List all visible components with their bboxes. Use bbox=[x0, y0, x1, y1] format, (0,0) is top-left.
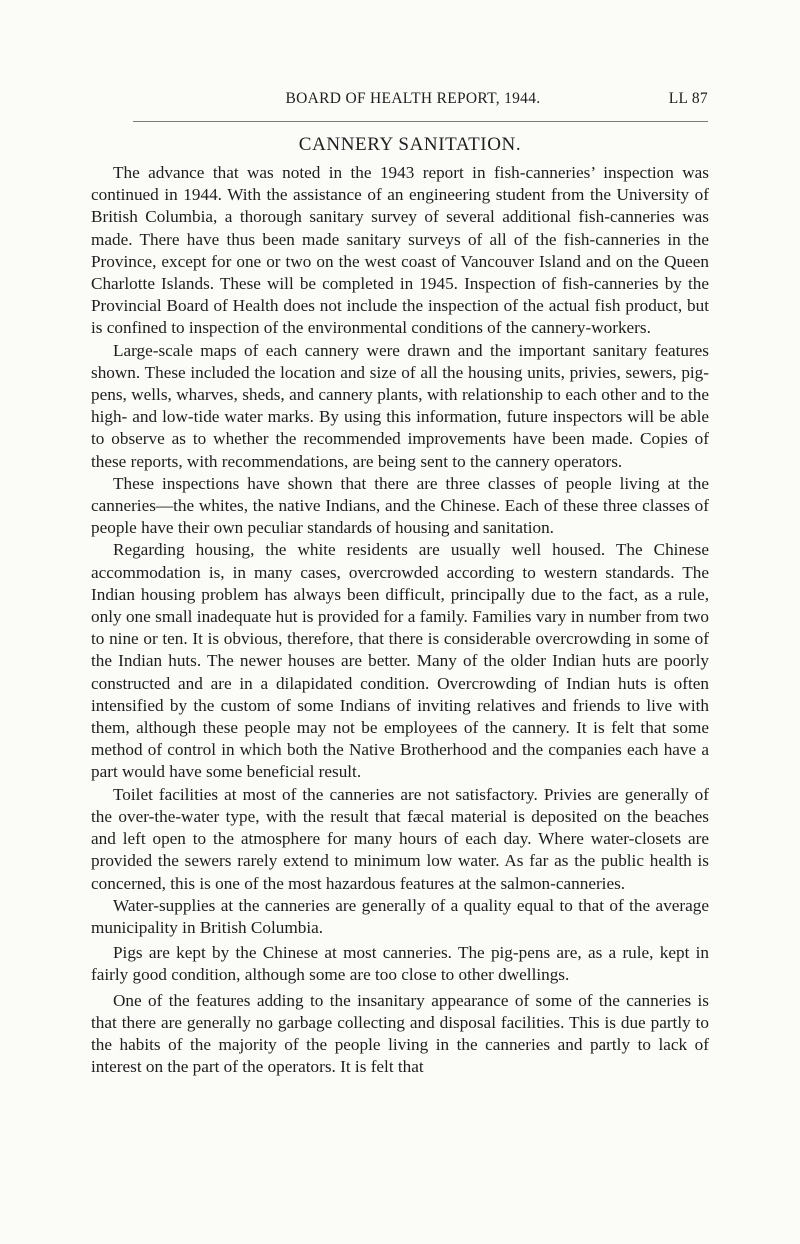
section-title: CANNERY SANITATION. bbox=[298, 134, 522, 155]
paragraph-cannery-maps: Large-scale maps of each cannery were drawn and the important sanitary features shown. These included the location and size of all the housing units, privies, sewers, pig-pens, wells, wharves, sheds, and cannery plants, with relationship to each other and to the high- and low-tide water marks. By using this information, future inspectors will be able to observe as to whether the recommended improvements have been made. Copies of these reports, with recommendations, are being sent to the cannery operators. bbox=[91, 340, 709, 471]
running-header bbox=[118, 90, 708, 112]
paragraph-water-supplies: Water-supplies at the canneries are generally of a quality equal to that of the average municipality in British Columbia. bbox=[91, 895, 709, 937]
running-title: BOARD OF HEALTH REPORT, 1944. bbox=[285, 90, 541, 107]
header-rule bbox=[133, 121, 708, 122]
paragraph-garbage: One of the features adding to the insanitary appearance of some of the canneries is that there are generally no garbage collecting and disposal facilities. This is due partly to the habits of the majority of the people living in the canneries and partly to lack of interest on the part of the operators. It is felt that bbox=[91, 990, 709, 1077]
paragraph-inspection-advance: The advance that was noted in the 1943 report in fish-canneries’ inspection was continued in 1944. With the assistance of an engineering student from the University of British Columbia, a thorough sanitary survey of several additional fish-canneries was made. There have thus been made sanitary surveys of all of the fish-canneries in the Province, except for one or two on the west coast of Vancouver Island and on the Queen Charlotte Islands. These will be completed in 1945. Inspection of fish-canneries by the Provincial Board of Health does not include the inspection of the actual fish product, but is confined to inspection of the environmental conditions of the cannery-workers. bbox=[91, 163, 709, 338]
paragraph-pigs: Pigs are kept by the Chinese at most canneries. The pig-pens are, as a rule, kept in fairly good condition, although some are too close to other dwellings. bbox=[91, 943, 709, 985]
page-number: LL 87 bbox=[668, 90, 708, 107]
body-text bbox=[91, 162, 709, 1078]
paragraph-housing: Regarding housing, the white residents are usually well housed. The Chinese accommodation is, in many cases, overcrowded according to western standards. The Indian housing problem has always been difficult, principally due to the fact, as a rule, only one small inadequate hut is provided for a family. Families vary in number from two to nine or ten. It is obvious, therefore, that there is considerable overcrowding in some of the Indian huts. The newer houses are better. Many of the older Indian huts are poorly constructed and are in a dilapidated condition. Overcrowding of Indian huts is often intensified by the custom of some Indians of inviting relatives and friends to live with them, although these people may not be employees of the cannery. It is felt that some method of control in which both the Native Brotherhood and the companies each have a part would have some beneficial result. bbox=[91, 540, 709, 782]
paragraph-three-classes: These inspections have shown that there are three classes of people living at the canneries—the whites, the native Indians, and the Chinese. Each of these three classes of people have their own peculiar standards of housing and sanitation. bbox=[91, 473, 709, 538]
paragraph-toilet-facilities: Toilet facilities at most of the canneries are not satisfactory. Privies are generally of the over-the-water type, with the result that fæcal material is deposited on the beaches and left open to the atmosphere for many hours of each day. Where water-closets are provided the sewers rarely extend to minimum low water. As far as the public health is concerned, this is one of the most hazardous features at the salmon-canneries. bbox=[91, 784, 709, 893]
